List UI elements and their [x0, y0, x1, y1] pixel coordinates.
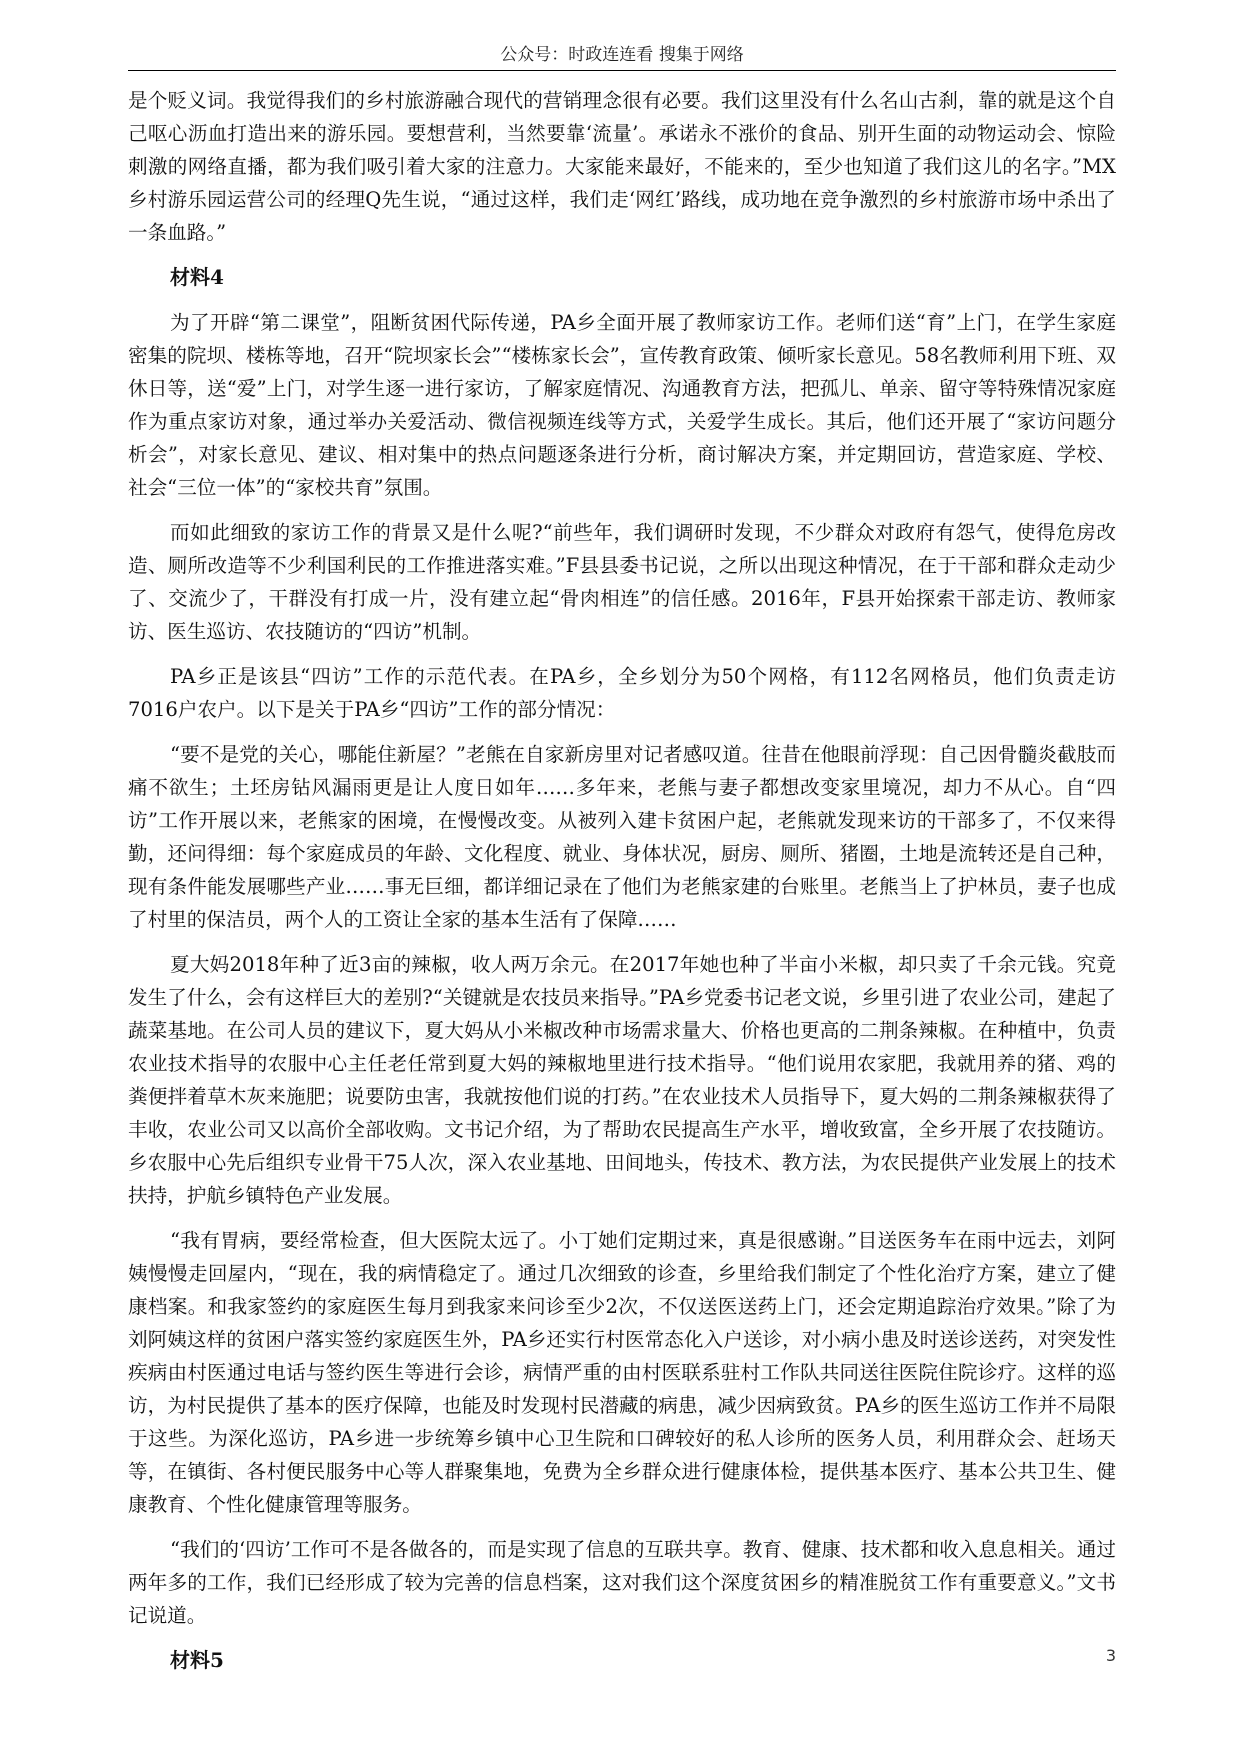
paragraph-continuation: 是个贬义词。我觉得我们的乡村旅游融合现代的营销理念很有必要。我们这里没有什么名山古刹，靠的就是这个自己呕心沥血打造出来的游乐园。要想营利，当然要靠‘流量’。承诺永不涨价的食品、别开生面的动物运动会、惊险刺激的网络直播，都为我们吸引着大家的注意力。大家能来最好，不能来的，至少也知道了我们这儿的名字。”MX乡村游乐园运营公司的经理Q先生说，“通过这样，我们走‘网红’路线，成功地在竞争激烈的乡村旅游市场中杀出了一条血路。” [128, 89, 1116, 244]
page-number: 3 [1105, 1646, 1116, 1665]
paragraph-lao-xiong: “要不是党的关心，哪能住新屋？”老熊在自家新房里对记者感叹道。往昔在他眼前浮现：自己因骨髓炎截肢而痛不欲生；土坯房钻风漏雨更是让人度日如年……多年来，老熊与妻子都想改变家里境况，却力不从心。自“四访”工作开展以来，老熊家的困境，在慢慢改变。从被列入建卡贫困户起，老熊就发现来访的干部多了，不仅来得勤，还问得细：每个家庭成员的年龄、文化程度、就业、身体状况，厨房、厕所、猪圈，土地是流转还是自己种，现有条件能发展哪些产业……事无巨细，都详细记录在了他们为老熊家建的台账里。老熊当上了护林员，妻子也成了村里的保洁员，两个人的工资让全家的基本生活有了保障…… [128, 743, 1116, 931]
paragraph-xia-dama: 夏大妈2018年种了近3亩的辣椒，收人两万余元。在2017年她也种了半亩小米椒，却只卖了千余元钱。究竟发生了什么，会有这样巨大的差别?“关键就是农技员来指导。”PA乡党委书记老文说，乡里引进了农业公司，建起了蔬菜基地。在公司人员的建议下，夏大妈从小米椒改种市场需求量大、价格也更高的二荆条辣椒。在种植中，负责农业技术指导的农服中心主任老任常到夏大妈的辣椒地里进行技术指导。“他们说用农家肥，我就用养的猪、鸡的粪便拌着草木灰来施肥；说要防虫害，我就按他们说的打药。”在农业技术人员指导下，夏大妈的二荆条辣椒获得了丰收，农业公司又以高价全部收购。文书记介绍，为了帮助农民提高生产水平，增收致富，全乡开展了农技随访。乡农服中心先后组织专业骨干75人次，深入农业基地、田间地头，传技术、教方法，为农民提供产业发展上的技术扶持，护航乡镇特色产业发展。 [128, 953, 1116, 1207]
paragraph-doctor-visits: “我有胃病，要经常检查，但大医院太远了。小丁她们定期过来，真是很感谢。”目送医务车在雨中远去，刘阿姨慢慢走回屋内，“现在，我的病情稳定了。通过几次细致的诊查，乡里给我们制定了个性化治疗方案，建立了健康档案。和我家签约的家庭医生每月到我家来问诊至少2次，不仅送医送药上门，还会定期追踪治疗效果。”除了为刘阿姨这样的贫困户落实签约家庭医生外，PA乡还实行村医常态化入户送诊，对小病小患及时送诊送药，对突发性疾病由村医通过电话与签约医生等进行会诊，病情严重的由村医联系驻村工作队共同送往医院住院诊疗。这样的巡访，为村民提供了基本的医疗保障，也能及时发现村民潜藏的病患，减少因病致贫。PA乡的医生巡访工作并不局限于这些。为深化巡访，PA乡进一步统筹乡镇中心卫生院和口碑较好的私人诊所的医务人员，利用群众会、赶场天等，在镇街、各村便民服务中心等人群聚集地，免费为全乡群众进行健康体检，提供基本医疗、基本公共卫生、健康教育、个性化健康管理等服务。 [128, 1229, 1116, 1516]
paragraph-teacher-visits: 为了开辟“第二课堂”，阻断贫困代际传递，PA乡全面开展了教师家访工作。老师们送“育”上门，在学生家庭密集的院坝、楼栋等地，召开“院坝家长会”“楼栋家长会”，宣传教育政策、倾听家长意见。58名教师利用下班、双休日等，送“爱”上门，对学生逐一进行家访，了解家庭情况、沟通教育方法，把孤儿、单亲、留守等特殊情况家庭作为重点家访对象，通过举办关爱活动、微信视频连线等方式，关爱学生成长。其后，他们还开展了“家访问题分析会”，对家长意见、建议、相对集中的热点问题逐条进行分析，商讨解决方案，并定期回访，营造家庭、学校、社会“三位一体”的“家校共育”氛围。 [128, 311, 1116, 499]
paragraph-pa-township: PA乡正是该县“四访”工作的示范代表。在PA乡，全乡划分为50个网格，有112名网格员，他们负责走访7016户农户。以下是关于PA乡“四访”工作的部分情况： [128, 665, 1116, 721]
header-rule [128, 70, 1116, 71]
paragraph-background: 而如此细致的家访工作的背景又是什么呢?“前些年，我们调研时发现，不少群众对政府有怨气，使得危房改造、厕所改造等不少利国利民的工作推进落实难。”F县县委书记说，之所以出现这种情况，在于干部和群众走动少了、交流少了，干群没有打成一片，没有建立起“骨肉相连”的信任感。2016年，F县开始探索干部走访、教师家访、医生巡访、农技随访的“四访”机制。 [128, 521, 1116, 643]
document-body [128, 84, 1116, 1689]
page-header: 公众号：时政连连看 搜集于网络 [500, 45, 744, 65]
section-heading-material-4: 材料4 [170, 265, 224, 289]
paragraph-info-sharing: “我们的‘四访’工作可不是各做各的，而是实现了信息的互联共享。教育、健康、技术都和收入息息相关。通过两年多的工作，我们已经形成了较为完善的信息档案，这对我们这个深度贫困乡的精准脱贫工作有重要意义。”文书记说道。 [128, 1538, 1116, 1627]
section-heading-material-5: 材料5 [170, 1648, 224, 1672]
